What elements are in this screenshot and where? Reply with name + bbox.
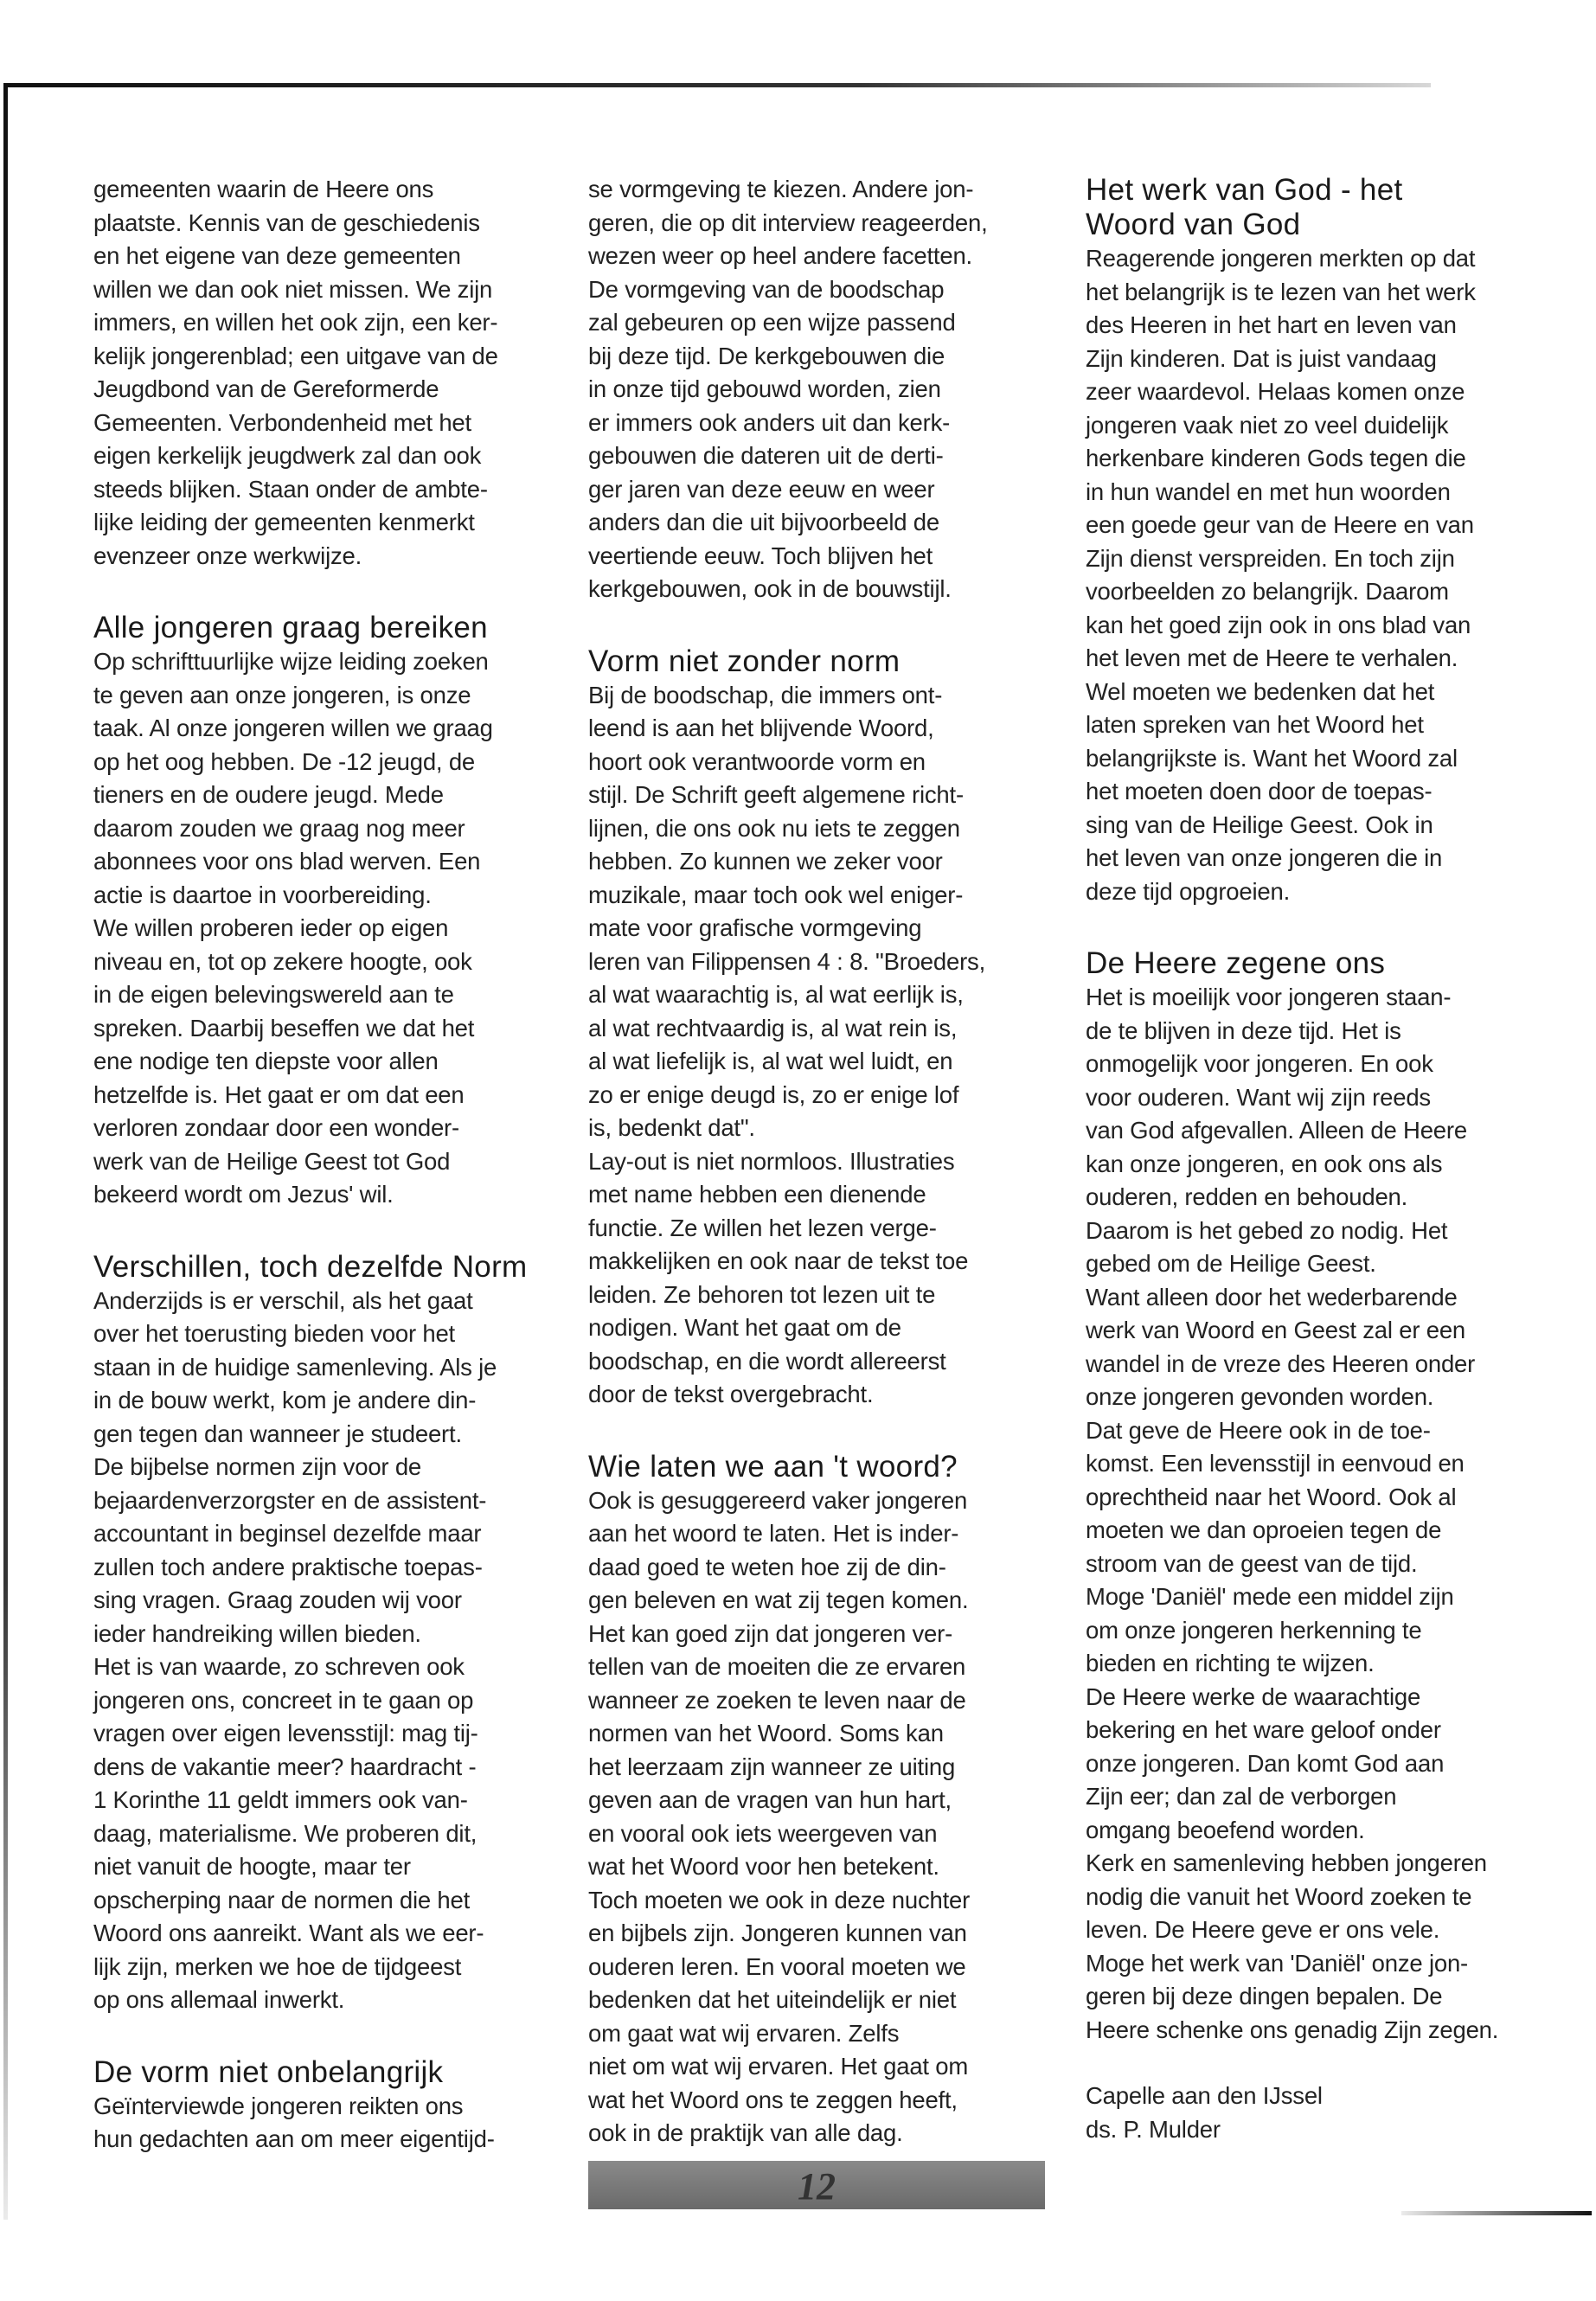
paragraph: se vormgeving te kiezen. Andere jon- geren, die op dit interview reageerden, wezen weer op heel andere facetten. De vormgeving van de boodschap zal gebeuren op een wijze passend bij deze tijd. De kerkgebouwen die in onze tijd gebouwd worden, zien er immers ook anders uit dan kerk- gebouwen die dateren uit de derti- ger jaren van deze eeuw en weer anders dan die uit bijvoorbeeld de veertiende eeuw. Toch blijven het kerkgebouwen, ook in de bouwstijl. <box>588 176 988 602</box>
section-heading: Vorm niet zonder norm <box>588 644 901 678</box>
paragraph: Anderzijds is er verschil, als het gaat over het toerusting bieden voor het staan in de huidige samenleving. Als je in de bouw werkt, kom je andere din- gen tegen dan wanneer je studeert. De bijbelse normen zijn voor de bejaardenverzorgster en de assistent- accountant in beginsel dezelfde maar zullen toch andere praktische toepas- sing vragen. Graag zouden wij voor ieder handreiking willen bieden. Het is van waarde, zo schreven ook jongeren ons, concreet in te gaan op vragen over eigen levensstijl: mag tij- dens de vakantie meer? haardracht - 1 Korinthe 11 geldt immers ook van- daag, materialisme. We proberen dit, niet vanuit de hoogte, maar ter opscherping naar de normen die het Woord ons aanreikt. Want als we eer- lijk zijn, merken we hoe de tijdgeest op ons allemaal inwerkt. <box>93 1286 497 2013</box>
section-heading: De vorm niet onbelangrijk <box>93 2054 444 2089</box>
section-heading: Wie laten we aan 't woord? <box>588 1449 958 1484</box>
top-border-rule <box>3 83 1431 87</box>
paragraph: Geïnterviewde jongeren reikten ons hun gedachten aan om meer eigentijd- <box>93 2092 495 2152</box>
section-heading: Het werk van God - het Woord van God <box>1086 173 1403 241</box>
section-heading: De Heere zegene ons <box>1086 946 1386 980</box>
author-signoff: Capelle aan den IJssel ds. P. Mulder <box>1086 2082 1323 2143</box>
paragraph: gemeenten waarin de Heere ons plaatste. Kennis van de geschiedenis en het eigene van deze gemeenten willen we dan ook niet missen. We zijn immers, en willen het ook zijn, een ker- kelijk jongerenblad; een uitgave van de Jeugdbond van de Gereformerde Gemeenten. Verbondenheid met het eigen kerkelijk jeugdwerk zal dan ook steeds blijken. Staan onder de ambte- lijke leiding der gemeenten kenmerkt evenzeer onze werkwijze. <box>93 176 498 569</box>
column-3 <box>1086 173 1557 2146</box>
column-1 <box>93 173 552 2157</box>
page-number: 12 <box>798 2165 836 2208</box>
bottom-border-rule <box>1401 2211 1592 2215</box>
paragraph: Ook is gesuggereerd vaker jongeren aan het woord te laten. Het is inder- daad goed te weten hoe zij de din- gen beleven en wat zij tegen komen. Het kan goed zijn dat jongeren ver- tellen van de moeiten die ze ervaren wanneer ze zoeken te leven naar de normen van het Woord. Soms kan het leerzaam zijn wanneer ze uiting geven aan de vragen van hun hart, en vooral ook iets weergeven van wat het Woord voor hen betekent. Toch moeten we ook in deze nuchter en bijbels zijn. Jongeren kunnen van ouderen leren. En vooral moeten we bedenken dat het uiteindelijk er niet om gaat wat wij ervaren. Zelfs niet om wat wij ervaren. Het gaat om wat het Woord ons te zeggen heeft, ook in de praktijk van alle dag. <box>588 1486 971 2146</box>
paragraph: Bij de boodschap, die immers ont- leend is aan het blijvende Woord, hoort ook verantwoorde vorm en stijl. De Schrift geeft algemene richt- lijnen, die ons ook nu iets te zeggen hebben. Zo kunnen we zeker voor muzikale, maar toch ook wel eniger- mate voor grafische vormgeving leren van Filippensen 4 : 8. "Broeders, al wat waarachtig is, al wat eerlijk is, al wat rechtvaardig is, al wat rein is, al wat liefelijk is, al wat wel luidt, en zo er enige deugd is, zo er enige lof is, bedenkt dat". Lay-out is niet normloos. Illustraties met name hebben een dienende functie. Ze willen het lezen verge- makkelijken en ook naar de tekst toe leiden. Ze behoren tot lezen uit te nodigen. Want het gaat om de boodschap, en die wordt allereerst door de tekst overgebracht. <box>588 681 986 1407</box>
section-heading: Alle jongeren graag bereiken <box>93 611 488 644</box>
section-heading: Verschillen, toch dezelfde Norm <box>93 1249 528 1284</box>
paragraph: Reagerende jongeren merkten op dat het belangrijk is te lezen van het werk des Heeren in het hart en leven van Zijn kinderen. Dat is juist vandaag zeer waardevol. Helaas komen onze jongeren vaak niet zo veel duidelijk herkenbare kinderen Gods tegen die in hun wandel en met hun woorden een goede geur van de Heere en van Zijn dienst verspreiden. En toch zijn voorbeelden zo belangrijk. Daarom kan het goed zijn ook in ons blad van het leven met de Heere te verhalen. Wel moeten we bedenken dat het laten spreken van het Woord het belangrijkste is. Want het Woord zal het moeten doen door de toepas- sing van de Heilige Geest. Ook in het leven van onze jongeren die in deze tijd opgroeien. <box>1086 245 1476 905</box>
left-border-rule <box>3 83 8 2220</box>
page-number-bar <box>588 2161 1045 2209</box>
paragraph: Het is moeilijk voor jongeren staan- de te blijven in deze tijd. Het is onmogelijk voor jongeren. En ook voor ouderen. Want wij zijn reeds van God afgevallen. Alleen de Heere kan onze jongeren, en ook ons als ouderen, redden en behouden. Daarom is het gebed zo nodig. Het gebed om de Heilige Geest. Want alleen door het wederbarende werk van Woord en Geest zal er een wandel in de vreze des Heeren onder onze jongeren gevonden worden. Dat geve de Heere ook in de toe- komst. Een levensstijl in eenvoud en oprechtheid naar het Woord. Ook al moeten we dan oproeien tegen de stroom van de geest van de tijd. Moge 'Daniël' mede een middel zijn om onze jongeren herkenning te bieden en richting te wijzen. De Heere werke de waarachtige bekering en het ware geloof onder onze jongeren. Dan komt God aan Zijn eer; dan zal de verborgen omgang beoefend worden. Kerk en samenleving hebben jongeren nodig die vanuit het Woord zoeken te leven. De Heere geve er ons vele. Moge het werk van 'Daniël' onze jon- geren bij deze dingen bepalen. De Heere schenke ons genadig Zijn zegen. <box>1086 984 1499 2043</box>
column-2 <box>588 173 1047 2150</box>
paragraph: Op schrifttuurlijke wijze leiding zoeken te geven aan onze jongeren, is onze taak. Al onze jongeren willen we graag op het oog hebben. De -12 jeugd, de tieners en de oudere jeugd. Mede daarom zouden we graag nog meer abonnees voor ons blad werven. Een actie is daartoe in voorbereiding. We willen proberen ieder op eigen niveau en, tot op zekere hoogte, ook in de eigen belevingswereld aan te spreken. Daarbij beseffen we dat het ene nodige ten diepste voor allen hetzelfde is. Het gaat er om dat een verloren zondaar door een wonder- werk van de Heilige Geest tot God bekeerd wordt om Jezus' wil. <box>93 648 493 1208</box>
